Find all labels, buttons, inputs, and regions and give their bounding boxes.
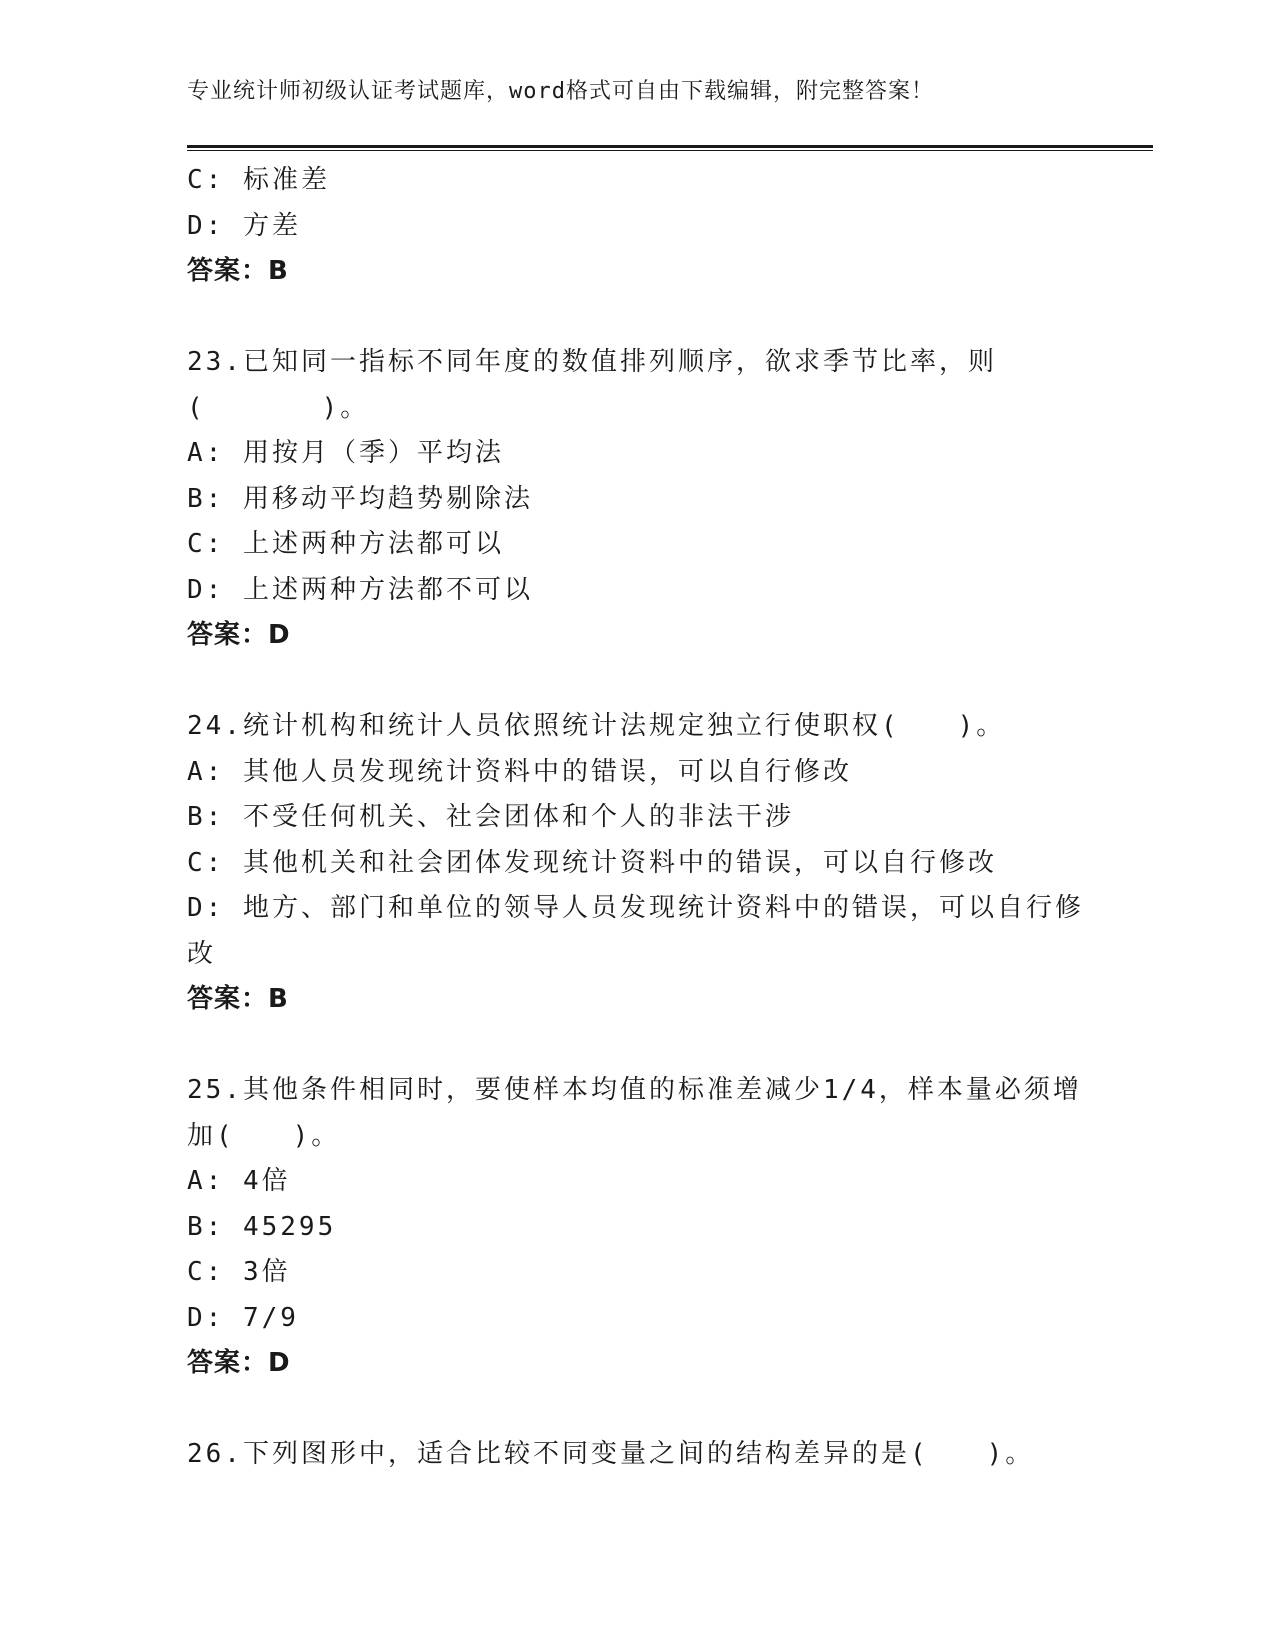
question-content [187,158,1087,1478]
option-d: D: 地方、部门和单位的领导人员发现统计资料中的错误，可以自行修 [187,893,1084,923]
question-block-26 [187,1432,1087,1478]
answer-label: 答案：D [187,620,291,650]
question-block-22 [187,158,1087,295]
option-d-cont: 改 [187,938,217,969]
option-a: A: 4倍 [187,1166,291,1196]
answer-label: 答案：B [187,984,289,1014]
question-block-24 [187,704,1087,1023]
option-b: B: 用移动平均趋势剔除法 [187,483,533,514]
option-b: B: 45295 [187,1211,337,1242]
option-d: D: 方差 [187,210,301,241]
option-c: C: 标准差 [187,165,330,195]
question-stem-cont: ( )。 [187,392,370,423]
question-stem-cont: 加( )。 [187,1120,341,1151]
question-stem: 25.其他条件相同时，要使样本均值的标准差减少1/4，样本量必须增 [187,1075,1082,1105]
option-a: A: 其他人员发现统计资料中的错误，可以自行修改 [187,756,852,787]
question-stem: 24.统计机构和统计人员依照统计法规定独立行使职权( )。 [187,711,1006,741]
question-block-23 [187,340,1087,659]
option-a: A: 用按月（季）平均法 [187,438,504,468]
option-c: C: 其他机关和社会团体发现统计资料中的错误，可以自行修改 [187,847,997,878]
option-b: B: 不受任何机关、社会团体和个人的非法干涉 [187,802,794,832]
option-c: C: 上述两种方法都可以 [187,529,504,559]
question-block-25 [187,1068,1087,1387]
option-c: C: 3倍 [187,1257,291,1287]
page-header: 专业统计师初级认证考试题库，word格式可自由下载编辑，附完整答案！ [187,79,934,104]
header-rule-thin [187,150,1153,151]
question-stem: 23.已知同一指标不同年度的数值排列顺序，欲求季节比率，则 [187,347,997,377]
answer-label: 答案：D [187,1348,291,1378]
question-stem: 26.下列图形中，适合比较不同变量之间的结构差异的是( )。 [187,1439,1035,1469]
option-d: D: 上述两种方法都不可以 [187,574,533,605]
header-rule-thick [187,145,1153,148]
answer-label: 答案：B [187,256,289,286]
option-d: D: 7/9 [187,1302,299,1333]
